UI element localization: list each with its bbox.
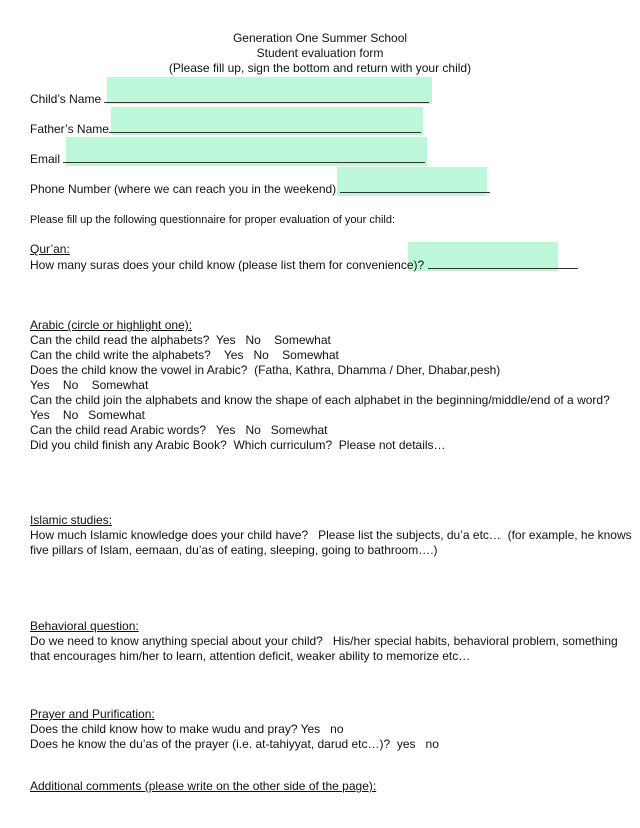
phone-row — [30, 181, 490, 196]
arabic-line: Can the child read the alphabets? Yes No Somewhat — [30, 333, 331, 347]
quran-question-row — [30, 257, 578, 272]
arabic-line: Can the child join the alphabets and know the shape of each alphabet in the beginning/middle/end of a word? — [30, 393, 610, 407]
father-name-row — [30, 121, 421, 136]
prayer-heading: Prayer and Purification: — [30, 707, 155, 721]
child-name-label: Child’s Name — [30, 92, 102, 106]
islamic-line: five pillars of Islam, eemaan, du’as of eating, sleeping, going to bathroom….) — [30, 543, 438, 557]
behavioral-line: Do we need to know anything special about your child? His/her special habits, behavioral problem, something — [30, 634, 618, 648]
phone-blank — [340, 181, 490, 193]
email-row — [30, 151, 425, 166]
child-name-row — [30, 91, 429, 106]
intro-text: Please fill up the following questionnaire for proper evaluation of your child: — [30, 214, 396, 226]
prayer-line: Does the child know how to make wudu and pray? Yes no — [30, 722, 344, 736]
suras-blank — [428, 257, 578, 269]
quran-question: How many suras does your child know (please list them for convenience)? — [30, 258, 425, 272]
form-subtitle: Student evaluation form — [256, 46, 384, 60]
form-instruction: (Please fill up, sign the bottom and return with your child) — [168, 61, 472, 75]
father-name-blank — [109, 121, 421, 133]
prayer-line: Does he know the du’as of the prayer (i.e. at-tahiyyat, darud etc…)? yes no — [30, 737, 439, 751]
islamic-line: How much Islamic knowledge does your child have? Please list the subjects, du’a etc… (for example, he knows — [30, 528, 632, 542]
email-blank — [63, 151, 425, 163]
form-title: Generation One Summer School — [232, 31, 408, 45]
arabic-line: Did you child finish any Arabic Book? Which curriculum? Please not details… — [30, 438, 446, 452]
arabic-line: Does the child know the vowel in Arabic? (Fatha, Kathra, Dhamma / Dher, Dhabar,pesh) — [30, 363, 501, 377]
quran-heading: Qur’an: — [30, 242, 70, 256]
behavioral-heading: Behavioral question: — [30, 619, 139, 633]
arabic-heading: Arabic (circle or highlight one): — [30, 318, 193, 332]
arabic-line: Yes No Somewhat — [30, 408, 145, 422]
arabic-line: Yes No Somewhat — [30, 378, 149, 392]
arabic-line: Can the child write the alphabets? Yes No Somewhat — [30, 348, 339, 362]
islamic-heading: Islamic studies: — [30, 513, 113, 527]
behavioral-line: that encourages him/her to learn, attention deficit, weaker ability to memorize etc… — [30, 649, 471, 663]
phone-label: Phone Number (where we can reach you in the weekend) — [30, 182, 337, 196]
email-label: Email — [30, 152, 61, 166]
arabic-line: Can the child read Arabic words? Yes No Somewhat — [30, 423, 328, 437]
father-name-label: Father’s Name — [30, 122, 109, 136]
child-name-blank — [104, 91, 429, 103]
additional-heading: Additional comments (please write on the other side of the page): — [30, 779, 377, 793]
